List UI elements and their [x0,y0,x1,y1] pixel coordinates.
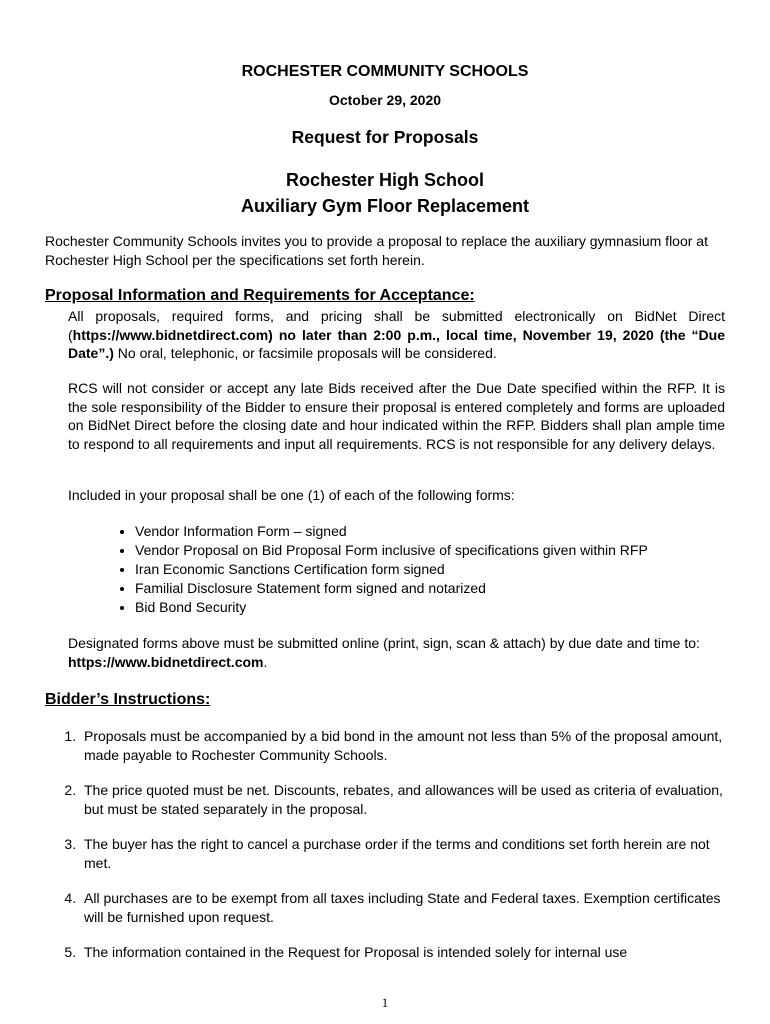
period: . [263,653,268,670]
list-item: 1. Proposals must be accompanied by a bid bond in the amount not less than 5% of the proposal amount, made payable to Rochester Community Schools. [80,727,730,764]
list-item: 3. The buyer has the right to cancel a purchase order if the terms and conditions set forth herein are not met. [80,835,730,872]
list-item: • Iran Economic Sanctions Certification form signed [135,560,648,579]
instructions-heading: Bidder’s Instructions: [45,691,211,708]
due-date-text: ) no later than 2:00 p.m., local time, November 19, 2020 (the “Due Date”.) [68,326,725,361]
late-bids-paragraph: RCS will not consider or accept any late Bids received after the Due Date specified within the RFP. It is the sole responsibility of the Bidder to ensure their proposal is entered completely and forms are uploaded on BidNet Direct before the closing date and hour indicated within the RFP. Bidders shall plan ample time to respond to all requirements and input all requirements. RCS is not responsible for any delivery delays. [68,380,725,452]
submission-tail: No oral, telephonic, or facsimile proposals will be considered. [113,345,497,361]
submission-text: All proposals, required forms, and pricing shall be submitted electronically on BidNet Direct ( [68,308,725,343]
instructions-list [45,727,730,979]
submission-paragraph [68,307,725,363]
list-item: 2. The price quoted must be net. Discounts, rebates, and allowances will be used as criteria of evaluation, but must be stated separately in the proposal. [80,781,730,818]
intro-paragraph: Rochester Community Schools invites you to provide a proposal to replace the auxiliary gymnasium floor at Rochester High School per the specifications set forth herein. [45,233,708,268]
submission-instructions-text: Designated forms above must be submitted online (print, sign, scan & attach) by due date and time to: [68,635,700,651]
forms-intro: Included in your proposal shall be one (1) of each of the following forms: [68,487,515,503]
school-name: Rochester High School [285,170,485,190]
organization-name: ROCHESTER COMMUNITY SCHOOLS [241,63,529,80]
bidnet-link[interactable]: https://www.bidnetdirect.com [72,326,269,343]
document-date: October 29, 2020 [328,92,442,108]
required-forms-list [68,522,648,617]
submission-instructions [68,634,718,671]
project-title: Auxiliary Gym Floor Replacement [240,196,530,216]
list-item: • Vendor Information Form – signed [135,522,648,541]
proposal-section-heading: Proposal Information and Requirements for Acceptance: [45,287,475,304]
page-number: 1 [381,995,389,1010]
list-item: • Bid Bond Security [135,598,648,617]
document-type: Request for Proposals [291,127,479,147]
list-item: 5. The information contained in the Request for Proposal is intended solely for internal use [80,943,730,962]
list-item: • Vendor Proposal on Bid Proposal Form inclusive of specifications given within RFP [135,541,648,560]
bidnet-link[interactable]: https://www.bidnetdirect.com [68,653,264,670]
list-item: • Familial Disclosure Statement form signed and notarized [135,579,648,598]
list-item: 4. All purchases are to be exempt from all taxes including State and Federal taxes. Exemption certificates will be furnished upon request. [80,889,730,926]
